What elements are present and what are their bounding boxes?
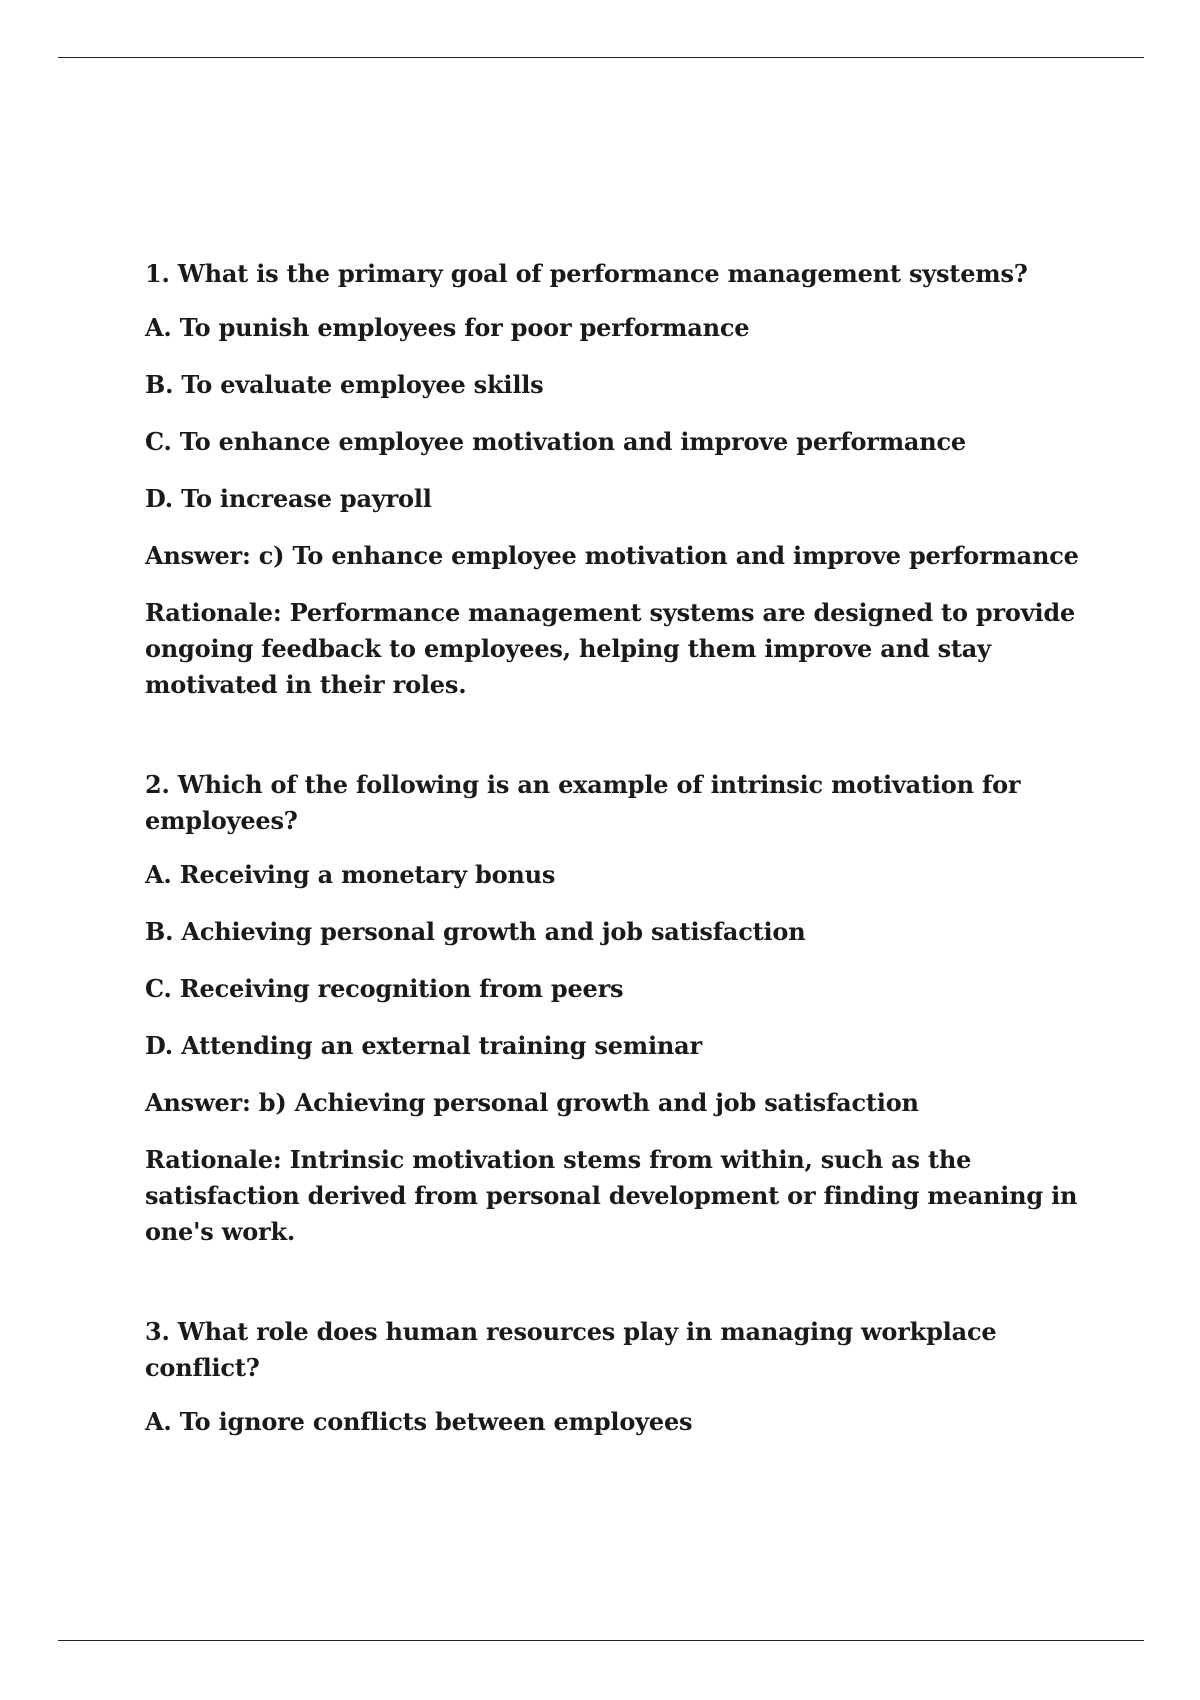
- question-block-1: [145, 256, 1080, 703]
- option-d: D. Attending an external training seminar: [145, 1031, 702, 1060]
- answer-text: Answer: b) Achieving personal growth and job satisfaction: [145, 1088, 919, 1117]
- footer-rule: [58, 1640, 1144, 1641]
- option-d: D. To increase payroll: [145, 484, 432, 513]
- option-b: B. Achieving personal growth and job satisfaction: [145, 917, 806, 946]
- question-text: 2. Which of the following is an example of intrinsic motivation for employees?: [145, 770, 1021, 835]
- rationale-text: Rationale: Intrinsic motivation stems from within, such as the satisfaction derived from personal development or finding meaning in one's work.: [145, 1145, 1078, 1246]
- question-block-3: [145, 1314, 1080, 1440]
- header-rule: [58, 57, 1144, 58]
- rationale-text: Rationale: Performance management systems are designed to provide ongoing feedback to employees, helping them improve and stay motivated in their roles.: [145, 598, 1076, 699]
- document-body: [145, 256, 1080, 1461]
- option-a: A. To punish employees for poor performance: [145, 313, 750, 342]
- question-text: 1. What is the primary goal of performance management systems?: [145, 259, 1028, 288]
- option-a: A. Receiving a monetary bonus: [145, 860, 556, 889]
- option-c: C. To enhance employee motivation and improve performance: [145, 427, 966, 456]
- answer-text: Answer: c) To enhance employee motivation and improve performance: [145, 541, 1079, 570]
- option-a: A. To ignore conflicts between employees: [145, 1407, 693, 1436]
- question-block-2: [145, 767, 1080, 1250]
- option-b: B. To evaluate employee skills: [145, 370, 544, 399]
- option-c: C. Receiving recognition from peers: [145, 974, 624, 1003]
- question-text: 3. What role does human resources play in managing workplace conflict?: [145, 1317, 997, 1382]
